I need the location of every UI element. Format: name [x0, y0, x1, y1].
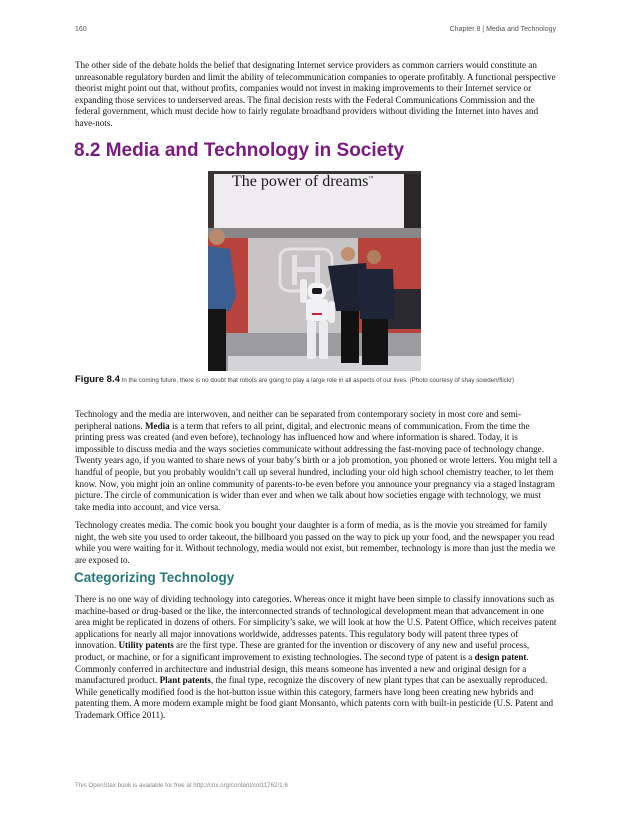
- para1-text-b: is a term that refers to all print, digital, and electronic means of communication. From the time the printing press was created (and even before), technology has influenced how and where information is shared. Today, it is impossible to discuss media and the ways societies communicate without addressing the fast-moving pace of technology change. Twenty years ago, if you wanted to share news of your baby’s birth or a job promotion, you phoned or wrote letters. You might tell a handful of people, but you probably wouldn’t call up several hundred, including your old high school chemistry teacher, to let them know. Now, you might join an online community of parents-to-be even before you announce your pregnancy via a staged Instagram picture. The circle of communication is wider than ever and when we talk about how societies engage with technology, we must take media into account, and vice versa.: [75, 420, 557, 512]
- para3-text-b: are the first type. These are granted for the invention or discovery of any new and useful process, product, or machine, or for a significant improvement to existing technologies. The second type of patent is a: [75, 640, 530, 662]
- term-design-patent: design patent: [474, 651, 527, 662]
- section-title: 8.2 Media and Technology in Society: [74, 140, 405, 161]
- term-plant-patents: Plant patents: [159, 675, 211, 686]
- page-number: 160: [75, 26, 87, 33]
- term-media: Media: [144, 420, 170, 431]
- banner-text-main: The power of dreams: [232, 173, 369, 190]
- figure-photo: [208, 171, 421, 371]
- term-utility-patents: Utility patents: [118, 640, 174, 651]
- trademark-symbol: ™: [368, 176, 374, 182]
- para3-text-d: , the final type, recognize the discovery of new plant types that can be asexually reproduced. While genetically modified food is the hot-button issue within this category, farmers have long been creating new hybrids and patenting them. A more modern example might be food giant Monsanto, which patents corn with built-in pesticide (U.S. Patent and Trademark Office 2011).: [75, 675, 554, 720]
- paragraph-categorizing: [75, 594, 557, 722]
- running-header: Chapter 8 | Media and Technology: [449, 26, 556, 33]
- banner-text: [232, 173, 373, 191]
- figure-caption-text: In the coming future, there is no doubt that robots are going to play a large role in all aspects of our lives. (Photo courtesy of shay sowden/flickr): [121, 377, 515, 384]
- figure-caption: [75, 375, 557, 385]
- paragraph-technology-creates-media: Technology creates media. The comic book you bought your daughter is a form of media, as is the movie you streamed for family night, the web site you used to order takeout, the billboard you passed on the way to pick up your food, and the newspaper you read while you were waiting for it. Without technology, media would not exist, but remember, technology is more than just the media we are exposed to.: [75, 520, 556, 565]
- para3-text-c: . Commonly conferred in architecture and industrial design, this means someone has invented a new and original design for a manufactured product.: [75, 651, 529, 686]
- page-footer: This OpenStax book is available for free at http://cnx.org/content/col11762/1.6: [75, 782, 288, 789]
- paragraph-media: [75, 409, 557, 513]
- para1-text-a: Technology and the media are interwoven, and neither can be separated from contemporary society in most core and semi-peripheral nations.: [75, 409, 522, 431]
- subsection-title: Categorizing Technology: [74, 570, 235, 585]
- robot-photo-illustration: [208, 171, 421, 371]
- para3-text-a: There is no one way of dividing technology into categories. Whereas once it might have been simple to classify innovations such as machine-based or drug-based or the like, the interconnected strands of technological development mean that advancement in one area might be replicated in dozens of others. For simplicity’s sake, we will look at how the U.S. Patent Office, which receives patent applications for nearly all major innovations worldwide, addresses patents. This regulatory body will patent three types of innovation.: [75, 594, 557, 651]
- intro-paragraph: The other side of the debate holds the belief that designating Internet service providers as common carriers would constitute an unreasonable regulatory burden and limit the ability of telecommunication companies to operate profitably. A functional perspective theorist might point out that, without profits, companies would not invest in making improvements to their Internet service or expanding those services to underserved areas. The final decision rests with the Federal Communications Commission and the federal government, which must decide how to fairly regulate broadband providers without dividing the Internet into haves and have-nots.: [75, 60, 556, 128]
- figure-label: Figure 8.4: [75, 374, 120, 385]
